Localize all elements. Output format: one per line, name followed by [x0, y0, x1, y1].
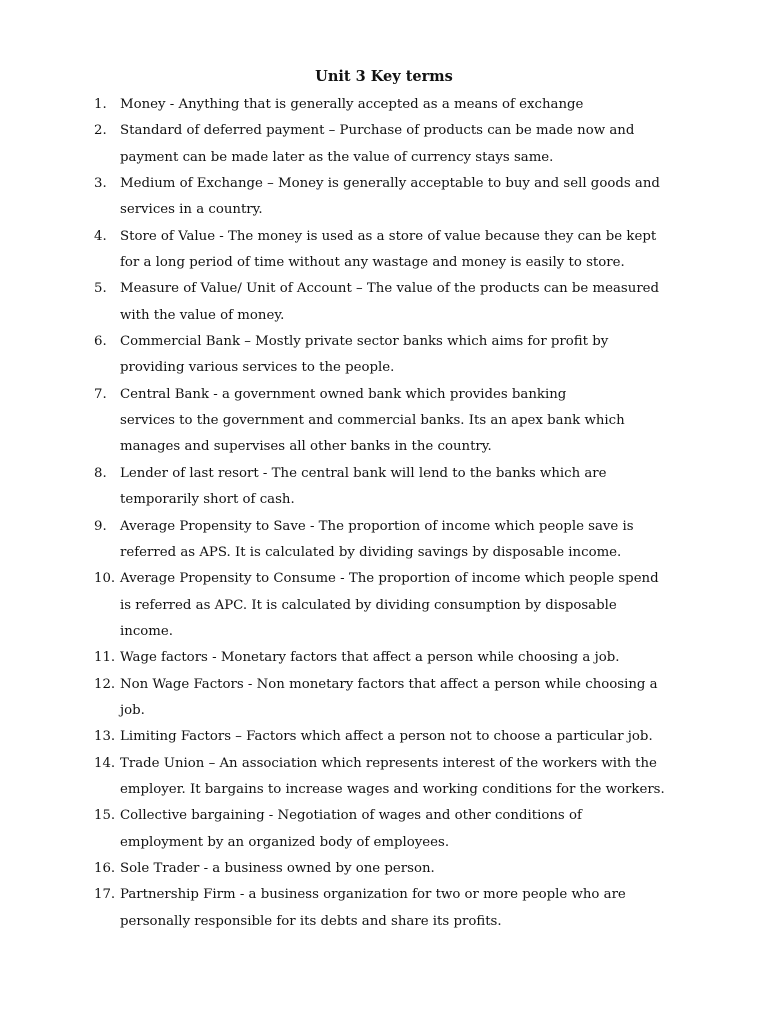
key-term-text-line: for a long period of time without any wastage and money is easily to store.: [120, 255, 625, 271]
key-term-item: [0, 645, 768, 671]
key-term-text-line: services in a country.: [120, 202, 263, 218]
key-term-text-line: Average Propensity to Consume - The proportion of income which people spend: [120, 571, 659, 587]
key-term-number: 15.: [94, 808, 116, 824]
key-term-number: 14.: [94, 755, 116, 771]
key-term-item: [0, 882, 768, 935]
key-term-item: [0, 856, 768, 882]
key-term-text-line: Standard of deferred payment – Purchase of products can be made now and: [120, 123, 635, 139]
key-term-text-line: income.: [120, 623, 173, 639]
key-term-text-line: employment by an organized body of employees.: [120, 834, 450, 850]
key-term-number: 8.: [94, 465, 107, 481]
document-title: Unit 3 Key terms: [315, 68, 453, 85]
key-term-text-line: payment can be made later as the value of currency stays same.: [120, 149, 554, 165]
key-term-text-line: Partnership Firm - a business organization for two or more people who are: [120, 887, 626, 903]
key-term-text-line: personally responsible for its debts and share its profits.: [120, 913, 502, 929]
key-term-item: [0, 514, 768, 567]
key-term-text-line: Measure of Value/ Unit of Account – The value of the products can be measured: [120, 281, 660, 297]
key-term-text-line: temporarily short of cash.: [120, 492, 295, 508]
key-term-text-line: providing various services to the people.: [120, 360, 395, 376]
key-term-item: [0, 171, 768, 224]
key-term-number: 16.: [94, 860, 116, 876]
key-term-number: 12.: [94, 676, 116, 692]
key-term-item: [0, 92, 768, 118]
key-term-number: 2.: [94, 123, 107, 139]
key-term-number: 6.: [94, 334, 107, 350]
key-term-item: [0, 382, 768, 461]
key-terms-list: [0, 92, 768, 935]
key-term-item: [0, 803, 768, 856]
key-term-item: [0, 224, 768, 277]
key-term-number: 9.: [94, 518, 107, 534]
key-term-text-line: Lender of last resort - The central bank will lend to the banks which are: [120, 465, 607, 481]
key-term-text-line: Limiting Factors – Factors which affect a person not to choose a particular job.: [120, 729, 653, 745]
key-term-text-line: Wage factors - Monetary factors that affect a person while choosing a job.: [120, 650, 620, 666]
key-term-text-line: with the value of money.: [120, 307, 285, 323]
key-term-text-line: Trade Union – An association which represents interest of the workers with the: [120, 755, 657, 771]
key-term-number: 11.: [94, 650, 116, 666]
key-term-text-line: job.: [120, 702, 145, 718]
key-term-text-line: referred as APS. It is calculated by dividing savings by disposable income.: [120, 544, 622, 560]
key-term-number: 3.: [94, 176, 107, 192]
key-term-number: 13.: [94, 729, 116, 745]
key-term-text-line: Sole Trader - a business owned by one person.: [120, 860, 435, 876]
key-term-text-line: services to the government and commercial banks. Its an apex bank which: [120, 413, 625, 429]
key-term-text-line: Central Bank - a government owned bank which provides banking: [120, 386, 567, 402]
key-term-item: [0, 724, 768, 750]
key-term-text-line: Collective bargaining - Negotiation of wages and other conditions of: [120, 808, 582, 824]
key-term-number: 10.: [94, 571, 116, 587]
key-term-item: [0, 118, 768, 171]
key-term-number: 1.: [94, 97, 107, 112]
key-term-text-line: Medium of Exchange – Money is generally acceptable to buy and sell goods and: [120, 176, 660, 192]
key-term-text-line: Average Propensity to Save - The proportion of income which people save is: [120, 518, 634, 534]
key-term-text-line: Commercial Bank – Mostly private sector banks which aims for profit by: [120, 334, 609, 350]
key-term-item: [0, 461, 768, 514]
key-term-item: [0, 329, 768, 382]
key-term-text-line: Store of Value - The money is used as a store of value because they can be kept: [120, 228, 657, 244]
key-term-item: [0, 672, 768, 725]
key-term-text-line: is referred as APC. It is calculated by dividing consumption by disposable: [120, 597, 617, 613]
key-term-text-line: employer. It bargains to increase wages and working conditions for the workers.: [120, 781, 665, 797]
key-term-item: [0, 751, 768, 804]
key-term-number: 4.: [94, 228, 107, 244]
key-term-number: 7.: [94, 386, 107, 402]
key-term-text-line: manages and supervises all other banks in the country.: [120, 439, 492, 455]
key-term-number: 17.: [94, 887, 116, 903]
key-term-item: [0, 276, 768, 329]
key-term-item: [0, 566, 768, 645]
key-term-text-line: Money - Anything that is generally accepted as a means of exchange: [120, 97, 584, 112]
key-term-number: 5.: [94, 281, 107, 297]
key-term-text-line: Non Wage Factors - Non monetary factors that affect a person while choosing a: [120, 676, 658, 692]
